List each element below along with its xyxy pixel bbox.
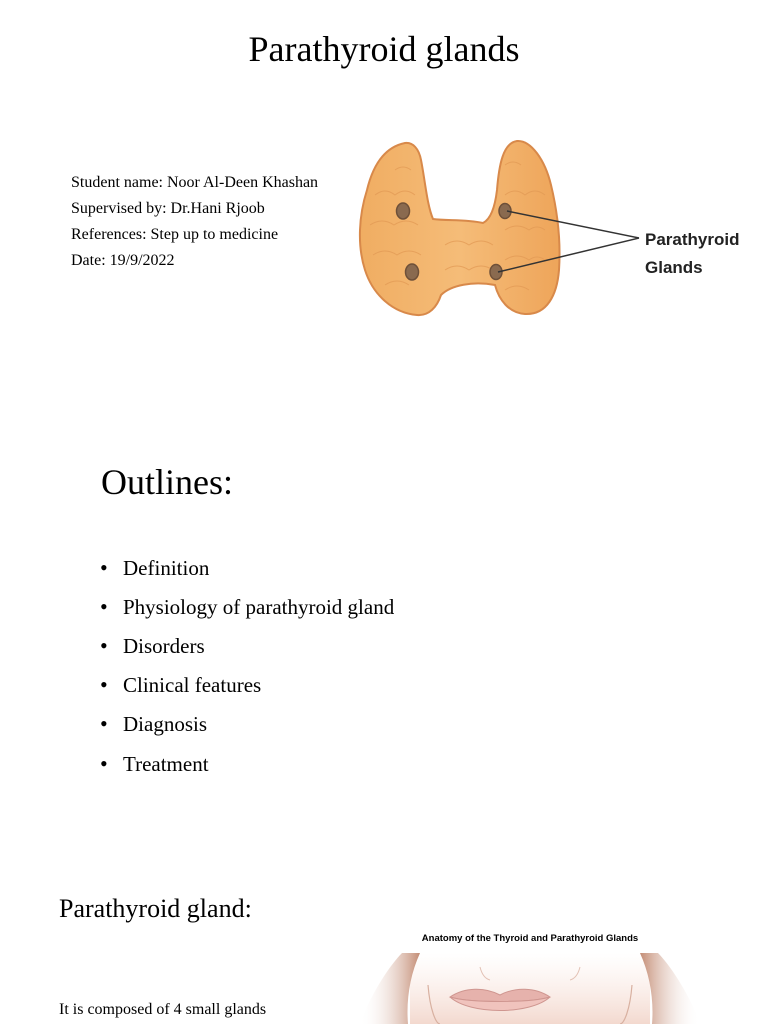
label-line-2: Glands	[645, 258, 703, 277]
list-item-text: Diagnosis	[123, 712, 207, 737]
thyroid-gland	[360, 141, 560, 315]
list-item	[100, 666, 394, 705]
student-name: Student name: Noor Al-Deen Khashan	[71, 174, 319, 191]
bullet-icon: •	[100, 554, 108, 580]
parathyroid-gland-upper-left	[397, 203, 410, 219]
list-item	[100, 626, 394, 665]
list-item-text: Clinical features	[123, 673, 262, 698]
list-item-text: Physiology of parathyroid gland	[123, 594, 395, 619]
parathyroid-gland-lower-left	[406, 264, 419, 280]
date: Date: 19/9/2022	[71, 252, 175, 269]
section-text: It is composed of 4 small glands	[59, 1001, 267, 1018]
list-item	[100, 705, 394, 744]
label-line-1: Parathyroid	[645, 230, 740, 249]
references: References: Step up to medicine	[71, 226, 279, 243]
bullet-icon: •	[100, 672, 108, 698]
list-item	[100, 548, 394, 587]
face-illustration	[340, 925, 720, 1024]
outline-list	[100, 548, 394, 783]
outlines-heading: Outlines:	[101, 462, 233, 502]
author-info	[71, 170, 318, 274]
list-item-text: Disorders	[123, 633, 205, 658]
anatomy-title: Anatomy of the Thyroid and Parathyroid Glands	[421, 933, 639, 944]
list-item-text: Treatment	[123, 751, 209, 776]
list-item	[100, 744, 394, 783]
anatomy-illustration	[340, 925, 720, 1024]
bullet-icon: •	[100, 632, 108, 658]
list-item	[100, 587, 394, 626]
bullet-icon: •	[100, 593, 108, 619]
bullet-icon: •	[100, 711, 108, 737]
list-item-text: Definition	[123, 555, 210, 580]
thyroid-illustration	[355, 135, 765, 325]
supervisor: Supervised by: Dr.Hani Rjoob	[71, 200, 265, 217]
bullet-icon: •	[100, 750, 108, 776]
page-title: Parathyroid glands	[248, 29, 520, 69]
section-heading: Parathyroid gland:	[59, 894, 252, 923]
